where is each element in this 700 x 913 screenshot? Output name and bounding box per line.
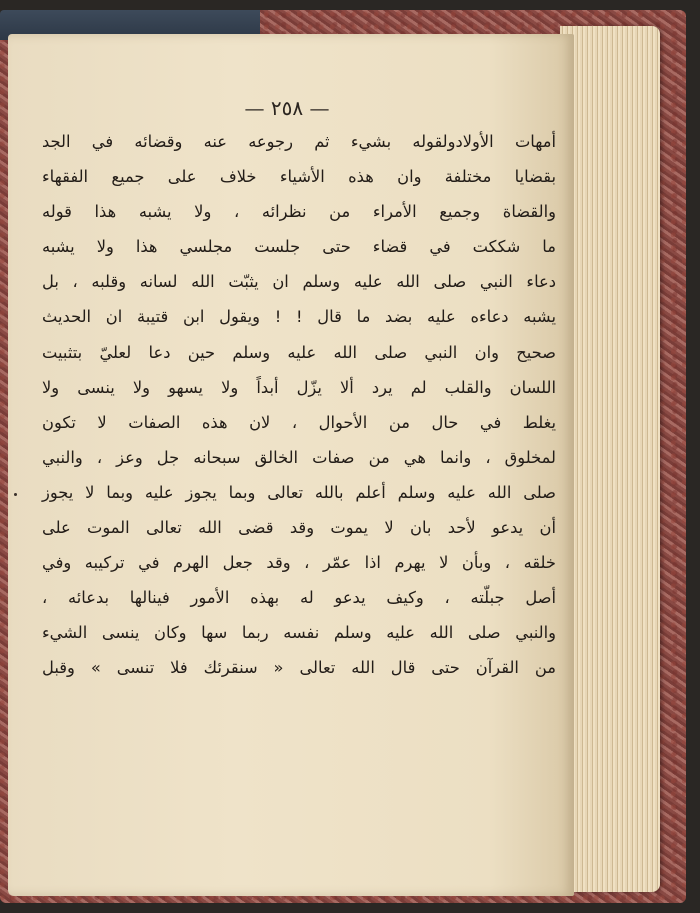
text-line: خلقه ، وبأن لا يهرم اذا عمّر ، وقد جعل الهرم في تركيبه وفي [42,553,556,573]
text-line: أن يدعو لأحد بان لا يموت وقد قضى الله تعالى الموت على [42,518,556,538]
text-line: أصل جبلّته ، وكيف يدعو له بهذه الأمور فينالها بدعائه ، [42,588,556,608]
body-text [42,124,556,686]
page-number: — ٢٥٨ — [244,96,330,120]
text-line: صحيح وان النبي صلى الله عليه وسلم حين دعا لعليّ بتثبيت [42,342,556,362]
paper-speck [14,493,17,496]
text-line: بقضايا مختلفة وان هذه الأشياء خلاف على جميع الفقهاء [42,167,556,187]
text-line: ما شككت في قضاء حتى جلست مجلسي هذا ولا يشبه [42,237,556,257]
page-fore-edge [560,26,660,892]
text-line: صلى الله عليه وسلم أعلم بالله تعالى وبما يجوز عليه وبما لا يجوز [42,482,556,502]
text-line: يغلط في حال من الأحوال ، لان هذه الصفات لا تكون [42,412,556,432]
text-line: دعاء النبي صلى الله عليه وسلم ان يثبّت الله لسانه وقلبه ، بل [42,272,556,292]
text-line: اللسان والقلب لم يرد ألا يزّل أبداً ولا يسهو ولا ينسى ولا [42,377,556,397]
text-line: والقضاة وجميع الأمراء من نظرائه ، ولا يشبه هذا قوله [42,202,556,222]
text-line: أمهات الأولادولقوله بشيء ثم رجوعه عنه وقضائه في الجد [42,132,556,151]
text-line: والنبي صلى الله عليه وسلم نفسه ربما سها وكان ينسى الشيء [42,623,556,643]
text-line: من القرآن حتى قال الله تعالى « سنقرئك فلا تنسى » وقبل [42,658,556,678]
text-line: لمخلوق ، وانما هي من صفات الخالق سبحانه جل وعز ، والنبي [42,447,556,467]
text-line: يشبه دعاءه عليه بضد ما قال ! ! ويقول ابن قتيبة ان الحديث [42,307,556,327]
